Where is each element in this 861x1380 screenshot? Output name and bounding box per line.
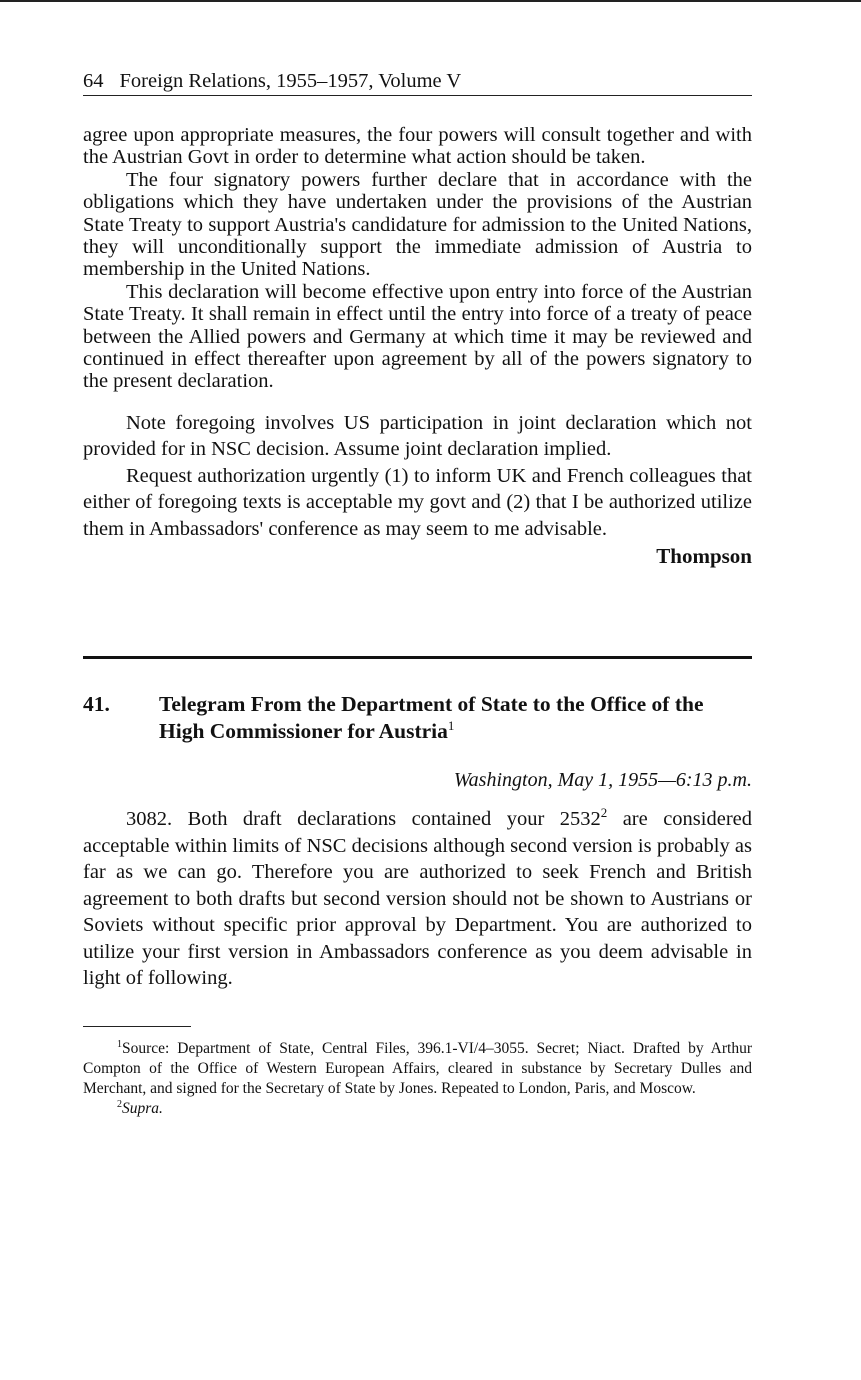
telegram-body-rest: are considered acceptable within limits of NSC decisions although second version is probably as far as we can go. Therefore you are authorized to seek French and British agreement to both drafts but second version should not be shown to Austrians or Soviets without specific prior approval by Department. You are authorized to utilize your first version in Ambassadors conference as you deem advisable in light of following. — [83, 808, 752, 990]
footnote-rule — [83, 1026, 191, 1028]
running-title: Foreign Relations, 1955–1957, Volume V — [119, 70, 462, 92]
top-border-rule — [0, 0, 861, 2]
declaration-paragraph-1: agree upon appropriate measures, the four powers will consult together and with the Austrian Govt in order to determine what action should be taken. — [83, 124, 752, 169]
document-page — [83, 68, 752, 1119]
footnote-1 — [83, 1039, 752, 1099]
message-text — [83, 410, 752, 543]
footnote-2-text: Supra. — [122, 1100, 163, 1118]
footnotes — [83, 1039, 752, 1119]
signature: Thompson — [656, 544, 752, 569]
declaration-paragraph-3: This declaration will become effective upon entry into force of the Austrian State Treaty. It shall remain in effect until the entry into force of a treaty of peace between the Allied powers and Germany at which time it may be reviewed and continued in effect thereafter upon agreement by all of the powers signatory to the present declaration. — [83, 280, 752, 393]
section-divider — [83, 656, 752, 659]
page-number: 64 — [83, 70, 104, 92]
footnote-1-mark: 1 — [117, 1039, 122, 1051]
telegram-body — [83, 806, 752, 992]
document-number: 41. — [83, 692, 110, 717]
declaration-text — [83, 124, 752, 393]
document-title — [159, 691, 752, 745]
running-header — [83, 68, 752, 96]
footnote-ref-1[interactable]: 1 — [447, 718, 455, 734]
document-heading — [83, 691, 752, 745]
telegram-paragraph — [83, 806, 752, 992]
telegram-body-start: 3082. Both draft declarations contained your 2532 — [126, 808, 601, 831]
footnote-2 — [83, 1099, 752, 1119]
footnote-1-text: Source: Department of State, Central Files, 396.1-VI/4–3055. Secret; Niact. Drafted by Arthur Compton of the Office of Western European Affairs, cleared in substance by Secretary Dulles and Merchant, and signed for the Secretary of State by Jones. Repeated to London, Paris, and Moscow. — [83, 1040, 752, 1098]
footnote-2-mark: 2 — [117, 1099, 122, 1111]
footnote-ref-2[interactable]: 2 — [600, 805, 608, 821]
document-title-text: Telegram From the Department of State to the Office of the High Commissioner for Austria — [159, 692, 704, 744]
message-paragraph-2: Request authorization urgently (1) to inform UK and French colleagues that either of foregoing texts is acceptable my govt and (2) that I be authorized utilize them in Ambassadors' conference as may seem to me advisable. — [83, 464, 752, 540]
message-paragraph-1: Note foregoing involves US participation in joint declaration which not provided for in NSC decision. Assume joint declaration implied. — [83, 411, 752, 461]
dateline: Washington, May 1, 1955—6:13 p.m. — [453, 769, 752, 792]
declaration-paragraph-2: The four signatory powers further declare that in accordance with the obligations which they have undertaken under the provisions of the Austrian State Treaty to support Austria's candidature for admission to the United Nations, they will unconditionally support the immediate admission of Austria to membership in the United Nations. — [83, 168, 752, 281]
